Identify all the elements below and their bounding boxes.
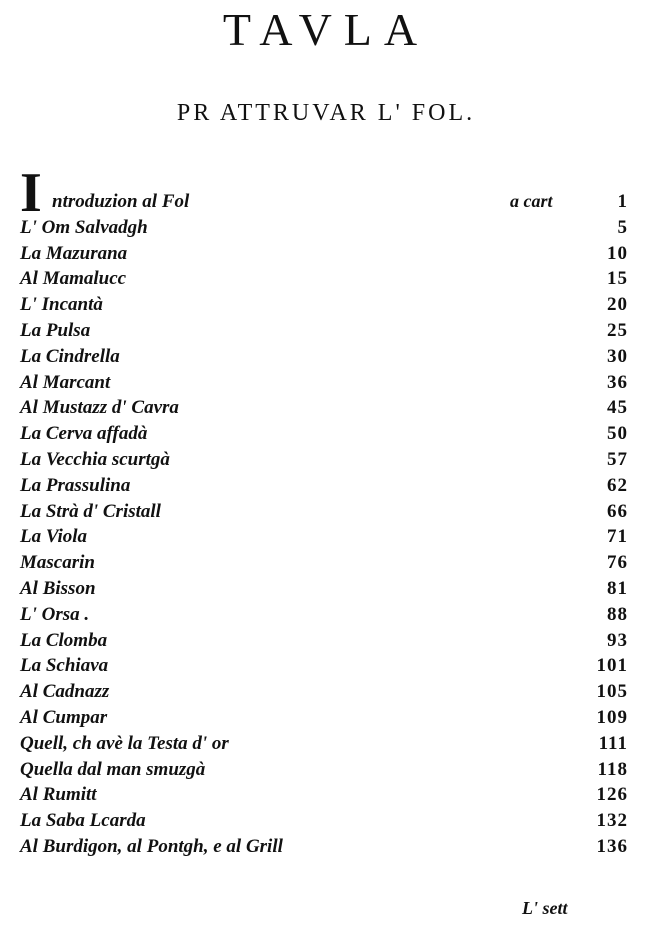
toc-row: [20, 705, 632, 731]
toc-entry-page: 81: [607, 577, 628, 599]
toc-entry-page: 132: [596, 810, 628, 832]
toc-entry-page: 66: [607, 500, 628, 522]
toc-entry-page: 71: [607, 526, 628, 548]
toc-entry-page: 88: [607, 603, 628, 625]
toc-row: [20, 162, 632, 224]
toc-entry-page: 109: [596, 706, 628, 728]
toc-row: [20, 757, 632, 783]
toc-row: [20, 834, 632, 860]
toc-row: [20, 576, 632, 602]
toc-entry-title: L' Om Salvadgh: [20, 216, 148, 238]
toc-entry-title: Al Cadnazz: [20, 681, 110, 703]
toc-entry-title: La Vecchia scurtgà: [20, 448, 170, 470]
toc-entry-title: Quella dal man smuzgà: [20, 758, 206, 780]
toc-row: [20, 266, 632, 292]
toc-entry-page: 25: [607, 319, 628, 341]
toc-entry-title: La Pulsa: [20, 319, 91, 341]
toc-entry-title: Al Cumpar: [20, 706, 108, 728]
toc-row: [20, 318, 632, 344]
toc-entry-page: 118: [597, 758, 628, 780]
toc-entry-page: 93: [607, 629, 628, 651]
toc-entry-page: 5: [617, 216, 628, 238]
toc-entry-page: 15: [607, 268, 628, 290]
toc-entry-title: Al Marcant: [20, 371, 111, 393]
toc-row: [20, 395, 632, 421]
toc-entry-title: La Mazurana: [20, 242, 128, 264]
toc-entry-page: 20: [607, 294, 628, 316]
toc-entry-title: Quell, ch avè la Testa d' or: [20, 732, 229, 754]
toc-row: [20, 370, 632, 396]
toc-entry-title: La Strà d' Cristall: [20, 500, 161, 522]
toc-row: [20, 421, 632, 447]
toc-row: [20, 344, 632, 370]
toc-row: [20, 292, 632, 318]
toc-entry-page: 126: [596, 784, 628, 806]
toc-entry-page: 1: [617, 191, 628, 212]
toc-entry-title: Al Mamalucc: [20, 268, 127, 290]
toc-row: [20, 550, 632, 576]
toc-entry-title: La Prassulina: [20, 474, 131, 496]
toc-entry-title: La Cerva affadà: [20, 423, 148, 445]
toc-entry-title: La Schiava: [20, 655, 109, 677]
toc-row: [20, 782, 632, 808]
toc-row: [20, 447, 632, 473]
toc-entry-title: ntroduzion al Fol: [52, 191, 190, 212]
toc-row: [20, 808, 632, 834]
toc-row: [20, 628, 632, 654]
toc-entry-page: 101: [596, 655, 628, 677]
toc-entry-title: La Saba Lcarda: [20, 810, 146, 832]
toc-entry-title: Al Bisson: [20, 577, 96, 599]
toc-entry-page: 45: [607, 397, 628, 419]
toc-entry-title: Al Mustazz d' Cavra: [20, 397, 179, 419]
toc-entry-title: L' Orsa .: [20, 603, 90, 625]
toc-entry-title: Mascarin: [20, 552, 95, 574]
toc-entry-page: 105: [596, 681, 628, 703]
toc-entry-title: La Cindrella: [20, 345, 120, 367]
toc-row: [20, 679, 632, 705]
toc-entry-page: 136: [596, 835, 628, 857]
table-of-contents: [20, 162, 632, 860]
toc-entry-page: 30: [607, 345, 628, 367]
toc-row: [20, 524, 632, 550]
catchword: L' sett: [522, 898, 568, 918]
toc-entry-page: 10: [607, 242, 628, 264]
drop-cap-initial: I: [20, 162, 42, 224]
toc-entry-page: 57: [607, 448, 628, 470]
toc-entry-page: 50: [607, 423, 628, 445]
toc-entry-title: La Clomba: [20, 629, 108, 651]
toc-row: [20, 215, 632, 241]
page-reference-label: a cart: [510, 191, 553, 211]
toc-row: [20, 473, 632, 499]
toc-row: [20, 653, 632, 679]
toc-entry-page: 62: [607, 474, 628, 496]
toc-entry-title: L' Incantà: [20, 294, 103, 316]
toc-row: [20, 499, 632, 525]
toc-entry-page: 111: [598, 732, 628, 754]
toc-entry-title: Al Rumitt: [20, 784, 97, 806]
toc-entry-page: 36: [607, 371, 628, 393]
page-title: TAVLA: [222, 4, 430, 55]
toc-row: [20, 241, 632, 267]
toc-entry-title: La Viola: [20, 526, 88, 548]
toc-entry-page: 76: [607, 552, 628, 574]
toc-entry-title: Al Burdigon, al Pontgh, e al Grill: [20, 835, 283, 857]
page-subtitle: PR ATTRUVAR L' FOL.: [176, 100, 476, 126]
toc-row: [20, 731, 632, 757]
toc-row: [20, 602, 632, 628]
